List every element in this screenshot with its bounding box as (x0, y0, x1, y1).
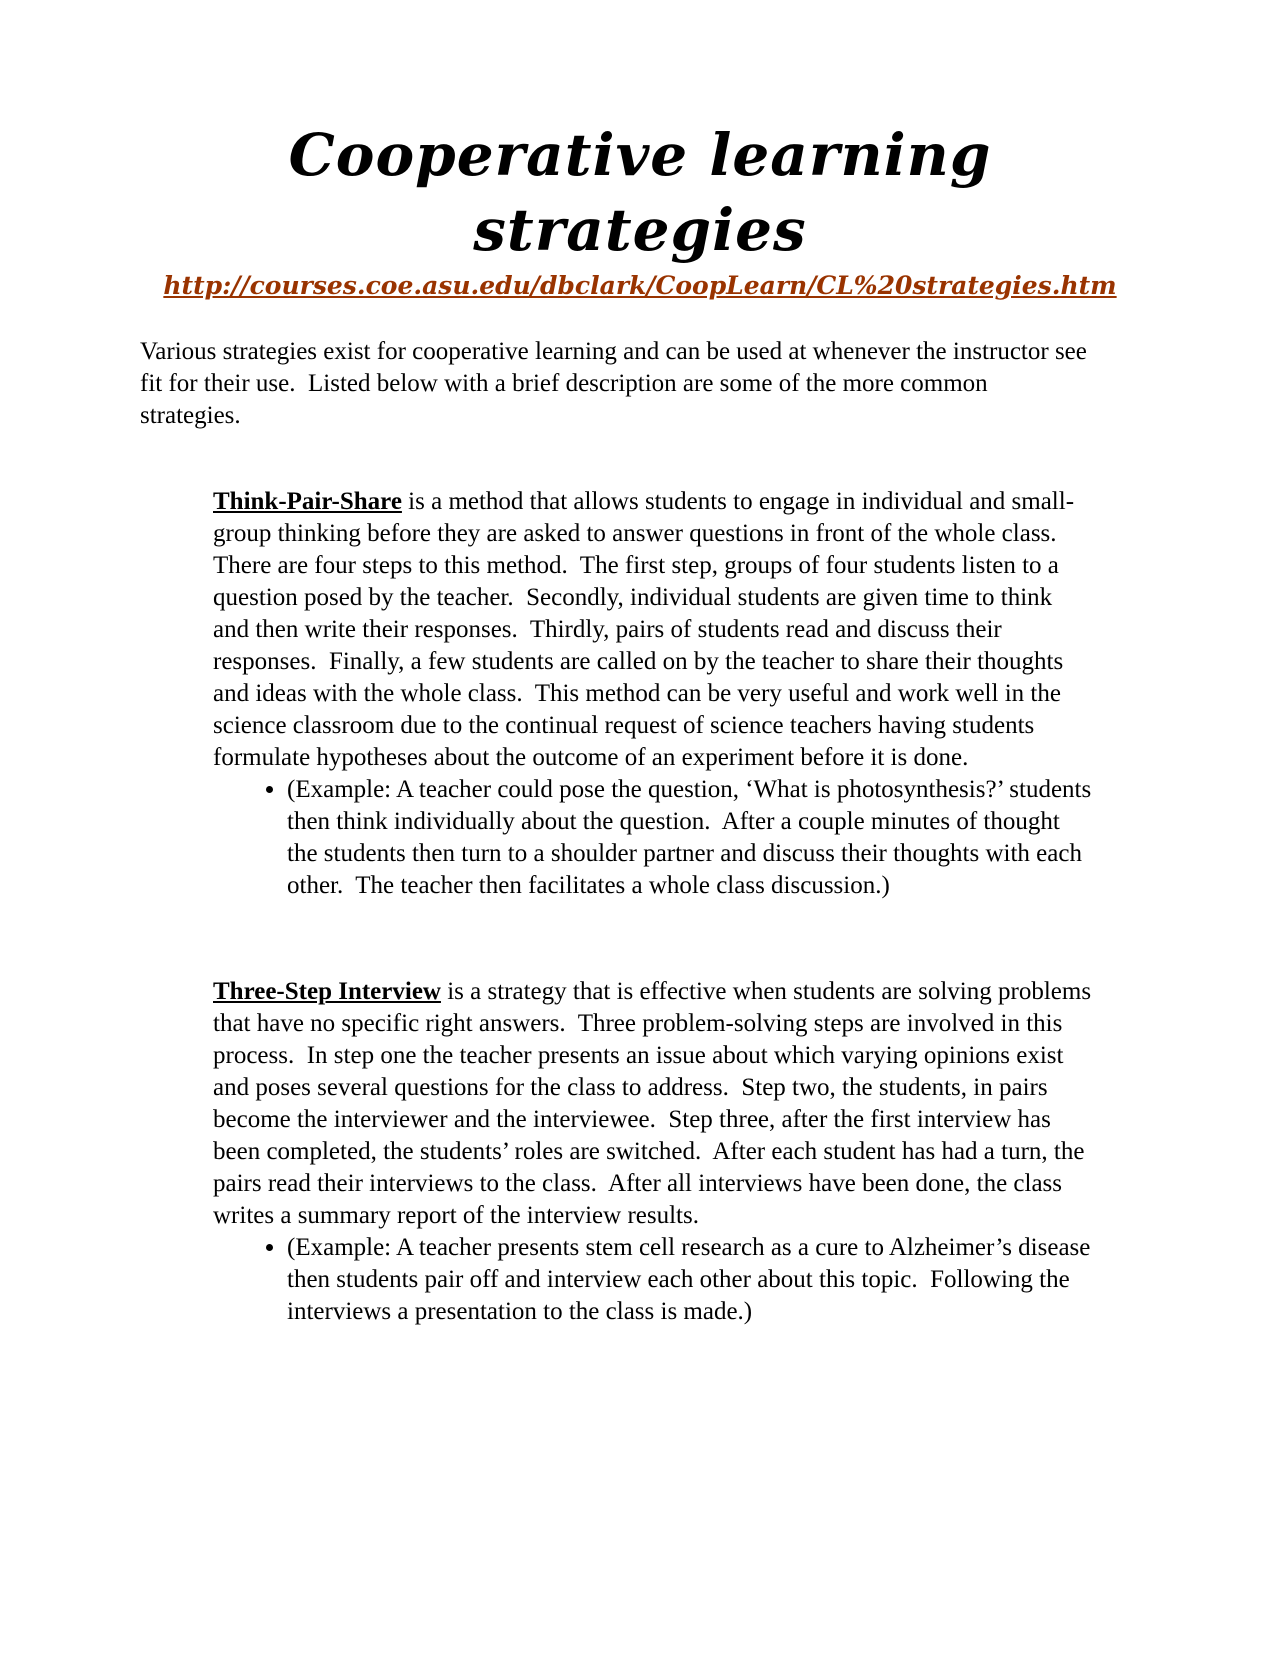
section-body-three-step-interview: is a strategy that is effective when students are solving problems that have no specific right answers. Three problem-solving steps are involved in this process. In step one the teacher presents an issue about which varying opinions exist and poses several questions for the class to address. Step two, the students, in pairs become the interviewer and the interviewee. Step three, after the first interview has been completed, the students’ roles are switched. After each student has had a turn, the pairs read their interviews to the class. After all interviews have been done, the class writes a summary report of the interview results. (213, 977, 1098, 1229)
intro-paragraph: Various strategies exist for cooperative learning and can be used at whenever the instructor see fit for their use. Listed below with a brief description are some of the more common strategies. (140, 337, 1094, 429)
section-paragraph (213, 976, 1098, 1232)
example-bullet-three-step-interview: • (Example: A teacher presents stem cell research as a cure to Alzheimer’s disease then students pair off and interview each other about this topic. Following the interviews a presentation to the class is made.) (287, 1232, 1093, 1328)
section-heading-three-step-interview: Three-Step Interview (213, 977, 441, 1005)
source-url-line (140, 271, 1140, 300)
section-body-think-pair-share: is a method that allows students to engage in individual and small-group thinking before they are asked to answer questions in front of the whole class. There are four steps to this method. The first step, groups of four students listen to a question posed by the teacher. Secondly, individual students are given time to think and then write their responses. Thirdly, pairs of students read and discuss their responses. Finally, a few students are called on by the teacher to share their thoughts and ideas with the whole class. This method can be very useful and work well in the science classroom due to the continual request of science teachers having students formulate hypotheses about the outcome of an experiment before it is done. (213, 487, 1075, 771)
section-heading-think-pair-share: Think-Pair-Share (213, 487, 402, 515)
section-three-step-interview (213, 976, 1098, 1328)
example-list (213, 1232, 1097, 1328)
example-bullet-think-pair-share: • (Example: A teacher could pose the question, ‘What is photosynthesis?’ students then think individually about the question. After a couple minutes of thought the students then turn to a shoulder partner and discuss their thoughts with each other. The teacher then facilitates a whole class discussion.) (287, 774, 1093, 902)
section-think-pair-share (213, 486, 1098, 902)
example-list (213, 774, 1098, 902)
page-title: Cooperative learning strategies (288, 121, 992, 265)
section-paragraph (213, 486, 1093, 774)
source-url-link[interactable]: http://courses.coe.asu.edu/dbclark/CoopLearn/CL%20strategies.htm (163, 270, 1117, 300)
